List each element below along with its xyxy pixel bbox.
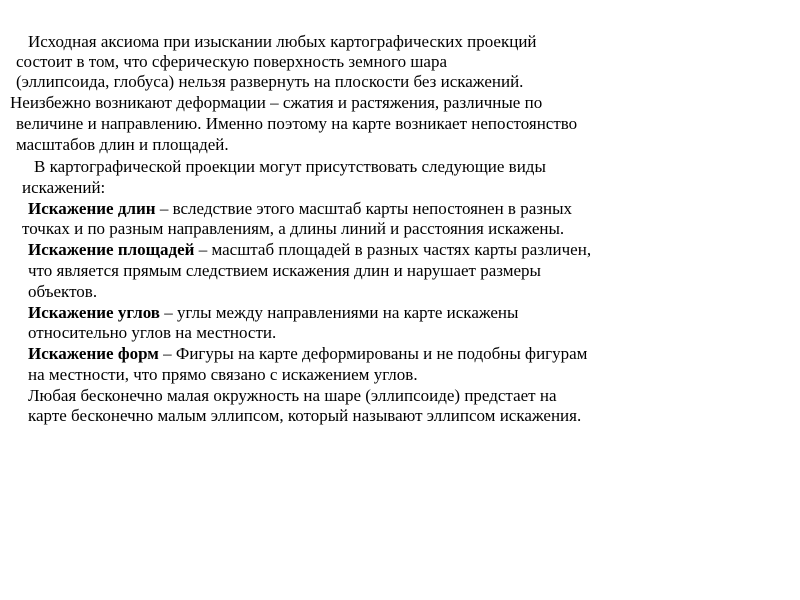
intro-line-6: масштабов длин и площадей. xyxy=(16,135,229,154)
intro-line-4: Неизбежно возникают деформации – сжатия и растяжения, различные по xyxy=(10,93,543,112)
types-intro-line-2: искажений: xyxy=(22,178,106,197)
conclusion-line-1: Любая бесконечно малая окружность на шаре (эллипсоиде) предстает на xyxy=(28,386,557,405)
angles-line-2: относительно углов на местности. xyxy=(28,323,277,342)
areas-term: Искажение площадей xyxy=(28,240,195,259)
lengths-line-1-rest: – вследствие этого масштаб карты непостоянен в разных xyxy=(155,199,572,218)
lengths-line-2: точках и по разным направлениям, а длины линий и расстояния искажены. xyxy=(22,219,565,238)
shapes-line-1-rest: – Фигуры на карте деформированы и не подобны фигурам xyxy=(158,344,588,363)
angles-line-1-rest: – углы между направлениями на карте искажены xyxy=(160,303,519,322)
shapes-line-2: на местности, что прямо связано с искажением углов. xyxy=(28,365,418,384)
angles-term: Искажение углов xyxy=(28,303,160,322)
shapes-term: Искажение форм xyxy=(28,344,159,363)
intro-line-2: состоит в том, что сферическую поверхность земного шара xyxy=(16,52,448,71)
intro-line-3: (эллипсоида, глобуса) нельзя развернуть на плоскости без искажений. xyxy=(16,72,524,91)
lengths-term: Искажение длин xyxy=(28,199,156,218)
areas-line-3: объектов. xyxy=(28,282,98,301)
conclusion-line-2: карте бесконечно малым эллипсом, который называют эллипсом искажения. xyxy=(28,406,582,425)
areas-line-2: что является прямым следствием искажения длин и нарушает размеры xyxy=(28,261,541,280)
angles-line-1 xyxy=(28,303,518,323)
areas-line-1-rest: – масштаб площадей в разных частях карты различен, xyxy=(194,240,592,259)
intro-line-1: Исходная аксиома при изыскании любых картографических проекций xyxy=(28,32,537,51)
intro-line-5: величине и направлению. Именно поэтому на карте возникает непостоянство xyxy=(16,114,578,133)
areas-line-1 xyxy=(28,240,591,260)
lengths-line-1 xyxy=(28,199,572,219)
shapes-line-1 xyxy=(28,344,587,364)
types-intro-line-1: В картографической проекции могут присутствовать следующие виды xyxy=(34,157,546,176)
